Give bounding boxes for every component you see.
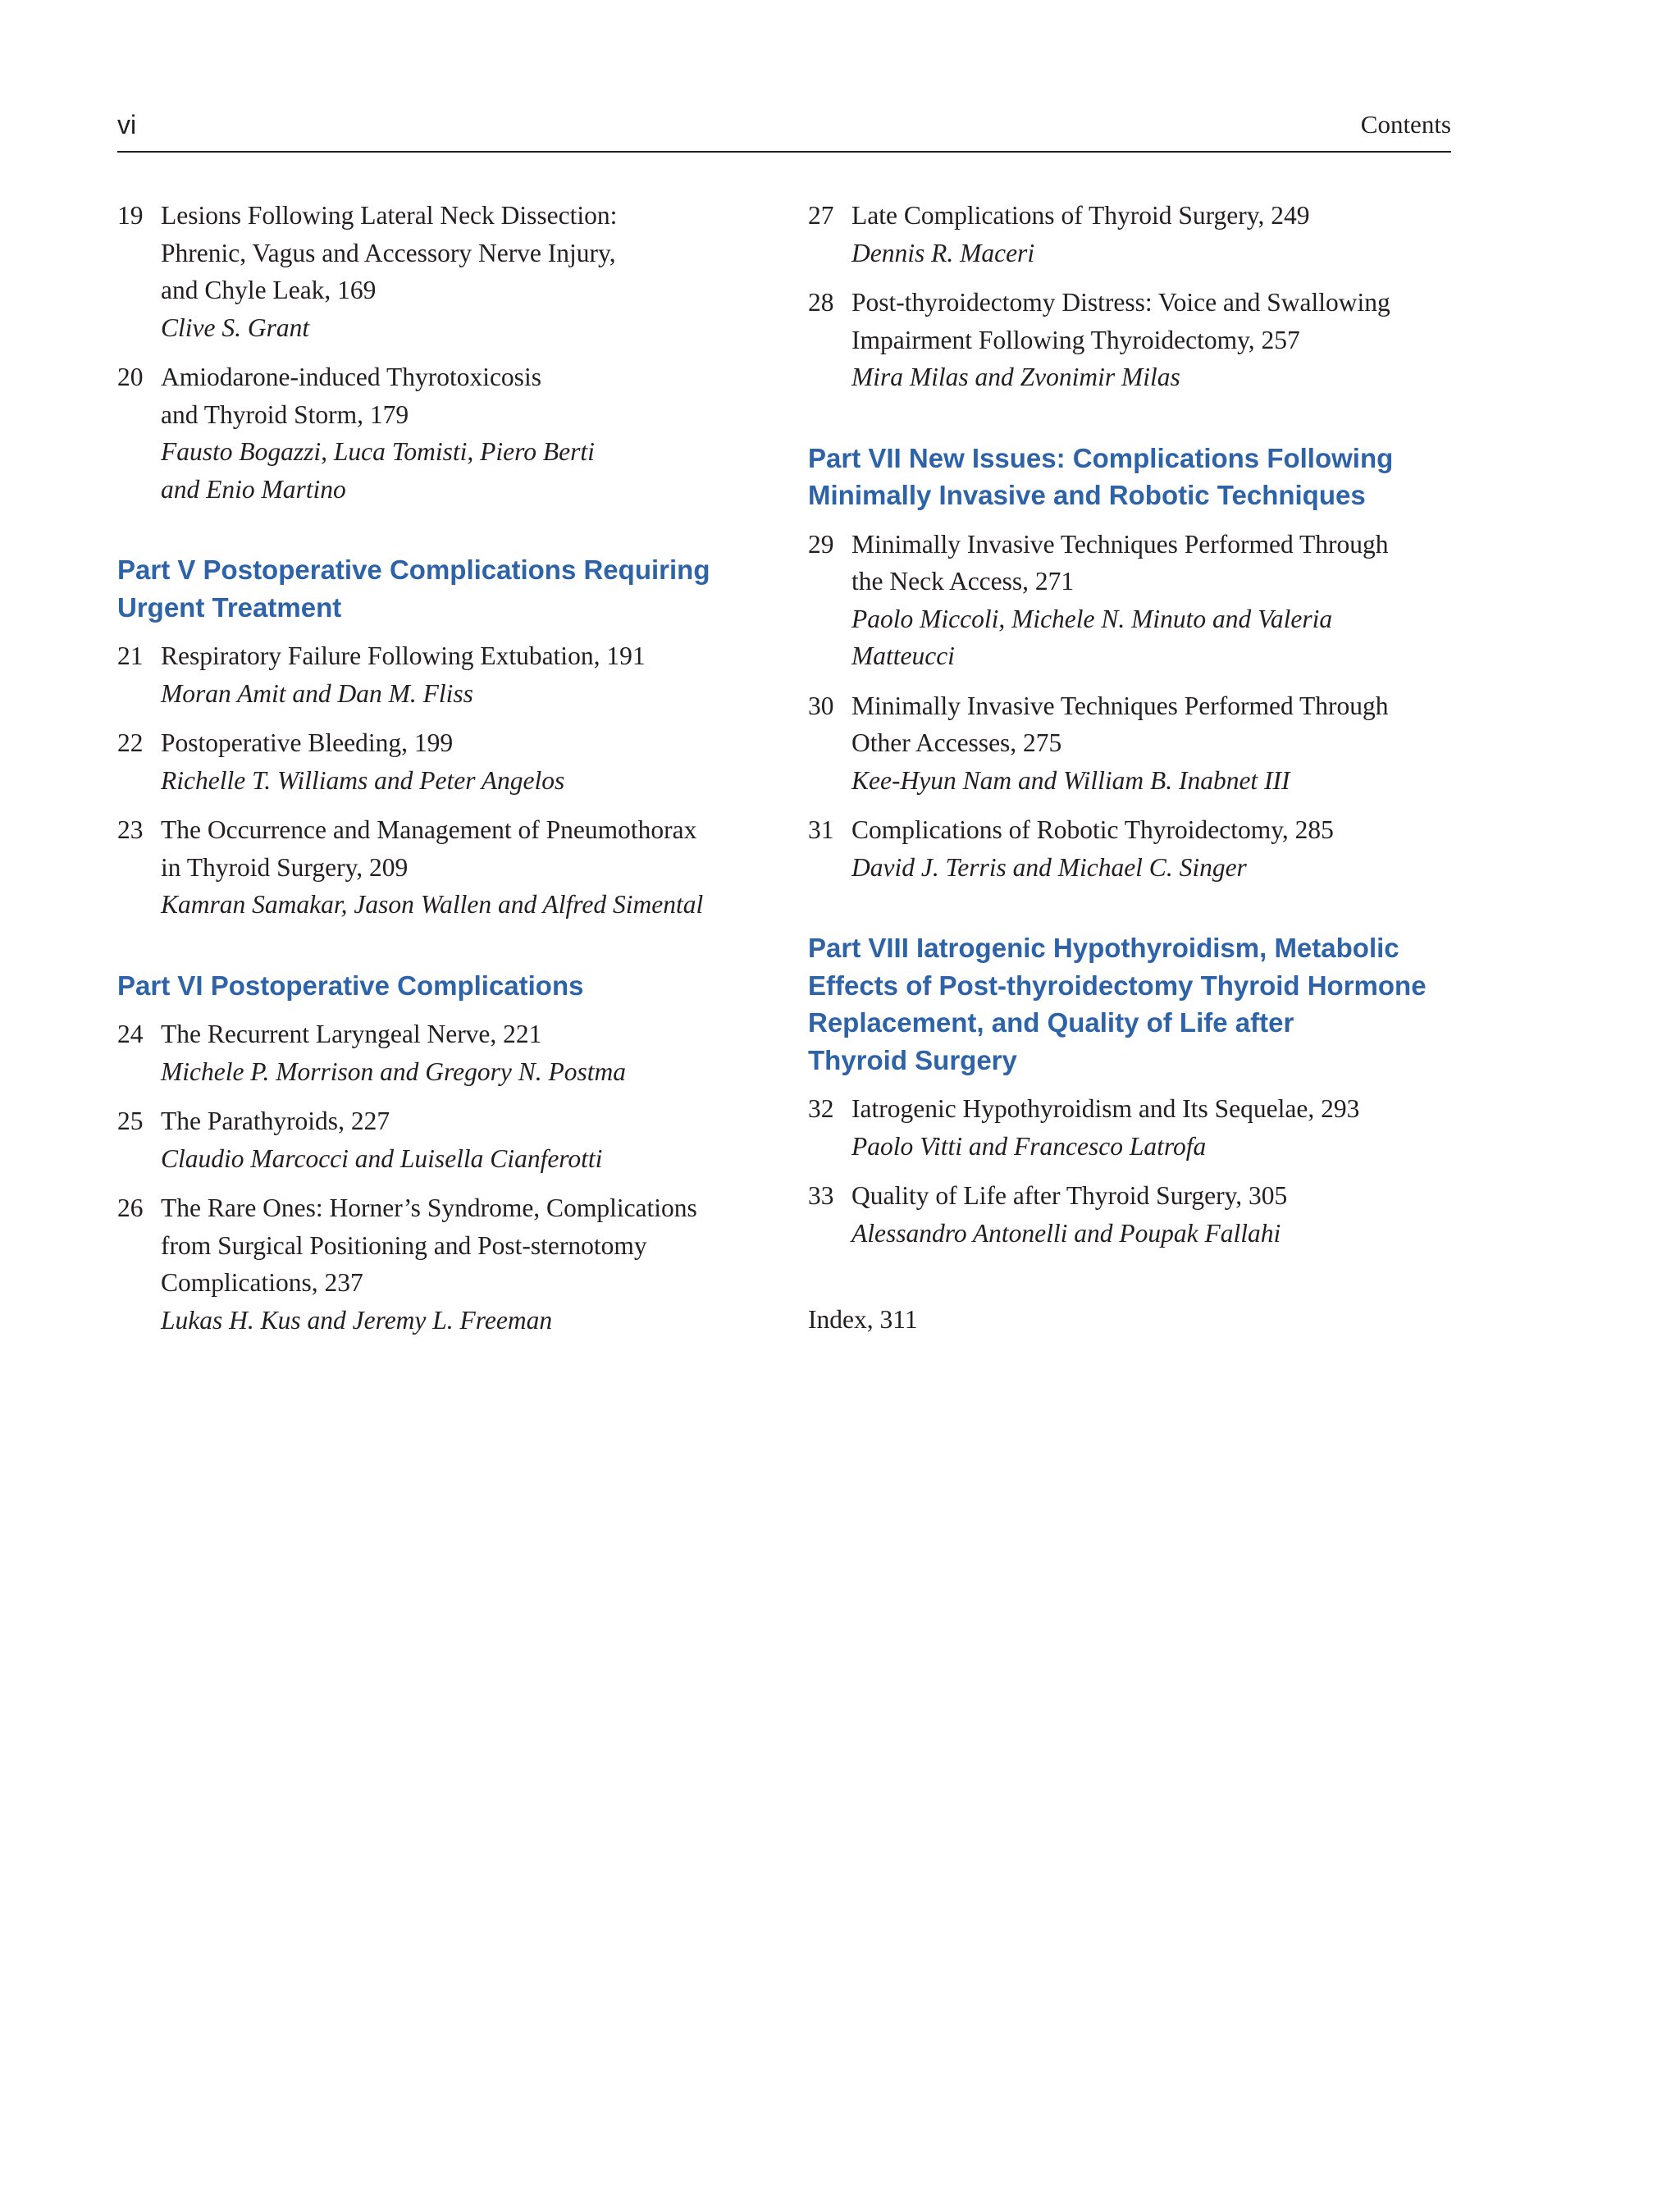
chapter-number: 23: [117, 815, 144, 844]
toc-entry-23[interactable]: [117, 811, 765, 924]
chapter-title-line: Impairment Following Thyroidectomy, 257: [851, 325, 1300, 354]
part-heading-line: Replacement, and Quality of Life after: [808, 1007, 1294, 1038]
chapter-authors: [808, 1128, 1456, 1166]
toc-entry-27[interactable]: [808, 197, 1456, 272]
chapter-authors: [808, 762, 1456, 800]
chapter-title-line: Phrenic, Vagus and Accessory Nerve Injury,: [161, 238, 616, 267]
chapter-title-line: Complications, 237: [161, 1268, 363, 1297]
authors-line: Moran Amit and Dan M. Fliss: [161, 678, 473, 708]
authors-line: Clive S. Grant: [161, 313, 310, 342]
chapter-title: [808, 526, 1456, 600]
authors-line: Michele P. Morrison and Gregory N. Postma: [161, 1056, 626, 1086]
chapter-authors: [117, 1053, 765, 1091]
part-heading-line: Effects of Post-thyroidectomy Thyroid Hormone: [808, 970, 1427, 1001]
toc-entry-26[interactable]: [117, 1189, 765, 1339]
authors-line: Fausto Bogazzi, Luca Tomisti, Piero Berti: [161, 437, 595, 466]
chapter-title: [117, 197, 765, 309]
chapter-title-line: Amiodarone-induced Thyrotoxicosis: [161, 363, 541, 391]
chapter-title-line: The Parathyroids, 227: [161, 1107, 390, 1135]
chapter-number: 21: [117, 641, 144, 670]
chapter-title: [117, 1102, 765, 1140]
chapter-title: [117, 358, 765, 433]
chapter-title: [117, 637, 765, 675]
chapter-authors: [117, 1302, 765, 1339]
chapter-number: 28: [808, 288, 834, 317]
chapter-title-line: Respiratory Failure Following Extubation, 191: [161, 641, 646, 670]
toc-entry-25[interactable]: [117, 1102, 765, 1177]
toc-entry-29[interactable]: [808, 526, 1456, 675]
authors-line: Claudio Marcocci and Luisella Cianferotti: [161, 1143, 603, 1173]
chapter-number: 22: [117, 728, 144, 757]
chapter-title: [117, 724, 765, 762]
page-number: vi: [117, 110, 137, 139]
authors-line: Kamran Samakar, Jason Wallen and Alfred Simental: [161, 890, 704, 919]
chapter-title-line: and Thyroid Storm, 179: [161, 399, 409, 429]
chapter-authors: [117, 762, 765, 800]
chapter-number: 19: [117, 201, 144, 230]
chapter-title-line: and Chyle Leak, 169: [161, 276, 377, 304]
chapter-title: [808, 1177, 1456, 1215]
chapter-title-line: Complications of Robotic Thyroidectomy, 285: [851, 815, 1334, 844]
part-viii-heading[interactable]: [808, 929, 1456, 1079]
chapter-authors: [808, 358, 1456, 396]
chapter-number: 25: [117, 1107, 144, 1135]
toc-right-column: [808, 197, 1456, 1339]
toc-entry-22[interactable]: [117, 724, 765, 799]
part-heading-line: Thyroid Surgery: [808, 1044, 1017, 1075]
chapter-title: [808, 687, 1456, 762]
authors-line: Kee-Hyun Nam and William B. Inabnet III: [851, 765, 1290, 795]
part-heading-line: Part VI Postoperative Complications: [117, 970, 584, 1001]
toc-entry-33[interactable]: [808, 1177, 1456, 1252]
chapter-title: [808, 197, 1456, 235]
part-vii-heading[interactable]: [808, 440, 1456, 514]
chapter-title-line: The Rare Ones: Horner’s Syndrome, Complications: [161, 1193, 697, 1222]
chapter-title-line: Late Complications of Thyroid Surgery, 249: [851, 201, 1310, 230]
toc-entry-28[interactable]: [808, 284, 1456, 396]
chapter-title-line: Iatrogenic Hypothyroidism and Its Sequelae, 293: [851, 1094, 1360, 1123]
chapter-authors: [117, 1140, 765, 1178]
part-heading-line: Part VII New Issues: Complications Following: [808, 442, 1394, 473]
toc-entry-31[interactable]: [808, 811, 1456, 886]
toc-entry-24[interactable]: [117, 1015, 765, 1090]
authors-line: Paolo Vitti and Francesco Latrofa: [851, 1131, 1207, 1161]
authors-line: Matteucci: [851, 641, 955, 670]
chapter-title: [808, 284, 1456, 358]
chapter-number: 26: [117, 1193, 144, 1222]
chapter-title-line: Minimally Invasive Techniques Performed Through: [851, 529, 1389, 559]
chapter-authors: [808, 235, 1456, 272]
chapter-title-line: Other Accesses, 275: [851, 728, 1062, 757]
index-entry[interactable]: Index, 311: [808, 1305, 918, 1334]
chapter-authors: [117, 675, 765, 713]
running-head: Contents: [1360, 110, 1451, 139]
toc-entry-32[interactable]: [808, 1090, 1456, 1165]
part-vi-heading[interactable]: [117, 967, 765, 1005]
part-heading-line: Part V Postoperative Complications Requiring: [117, 554, 710, 585]
chapter-number: 29: [808, 529, 834, 559]
authors-line: Alessandro Antonelli and Poupak Fallahi: [851, 1218, 1281, 1248]
authors-line: Lukas H. Kus and Jeremy L. Freeman: [161, 1305, 553, 1335]
authors-line: Mira Milas and Zvonimir Milas: [851, 363, 1180, 391]
chapter-title-line: Minimally Invasive Techniques Performed Through: [851, 691, 1389, 720]
chapter-title: [117, 1015, 765, 1053]
chapter-title-line: Quality of Life after Thyroid Surgery, 305: [851, 1181, 1288, 1210]
part-heading-line: Part VIII Iatrogenic Hypothyroidism, Metabolic: [808, 933, 1399, 963]
chapter-number: 20: [117, 363, 144, 391]
authors-line: David J. Terris and Michael C. Singer: [851, 852, 1247, 882]
toc-entry-30[interactable]: [808, 687, 1456, 800]
part-v-heading[interactable]: [117, 551, 765, 626]
chapter-number: 32: [808, 1094, 834, 1123]
chapter-authors: [117, 433, 765, 508]
chapter-authors: [808, 849, 1456, 887]
chapter-number: 33: [808, 1181, 834, 1210]
chapter-authors: [808, 600, 1456, 675]
chapter-title-line: Lesions Following Lateral Neck Dissection:: [161, 201, 618, 230]
authors-line: and Enio Martino: [161, 474, 346, 504]
chapter-number: 24: [117, 1020, 144, 1048]
chapter-title-line: the Neck Access, 271: [851, 567, 1075, 596]
part-heading-line: Minimally Invasive and Robotic Techniques: [808, 480, 1366, 510]
chapter-number: 31: [808, 815, 834, 844]
chapter-title-line: Postoperative Bleeding, 199: [161, 728, 454, 757]
chapter-title-line: The Recurrent Laryngeal Nerve, 221: [161, 1020, 542, 1048]
toc-left-column: [117, 197, 765, 1351]
chapter-title-line: Post-thyroidectomy Distress: Voice and Swallowing: [851, 288, 1390, 317]
authors-line: Dennis R. Maceri: [851, 238, 1035, 267]
chapter-authors: [117, 886, 765, 924]
chapter-title: [808, 1090, 1456, 1128]
chapter-title-line: The Occurrence and Management of Pneumothorax: [161, 815, 697, 844]
chapter-title: [117, 811, 765, 886]
toc-entry-19[interactable]: [117, 197, 765, 346]
toc-entry-20[interactable]: [117, 358, 765, 508]
part-heading-line: Urgent Treatment: [117, 591, 342, 623]
page-header: [117, 103, 1451, 153]
chapter-title: [808, 811, 1456, 849]
chapter-title-line: in Thyroid Surgery, 209: [161, 852, 409, 882]
authors-line: Paolo Miccoli, Michele N. Minuto and Valeria: [851, 604, 1333, 633]
chapter-number: 30: [808, 691, 834, 720]
chapter-title-line: from Surgical Positioning and Post-sternotomy: [161, 1230, 647, 1260]
toc-entry-21[interactable]: [117, 637, 765, 712]
chapter-number: 27: [808, 201, 834, 230]
chapter-authors: [808, 1215, 1456, 1253]
chapter-authors: [117, 309, 765, 347]
chapter-title: [117, 1189, 765, 1302]
authors-line: Richelle T. Williams and Peter Angelos: [161, 765, 565, 795]
